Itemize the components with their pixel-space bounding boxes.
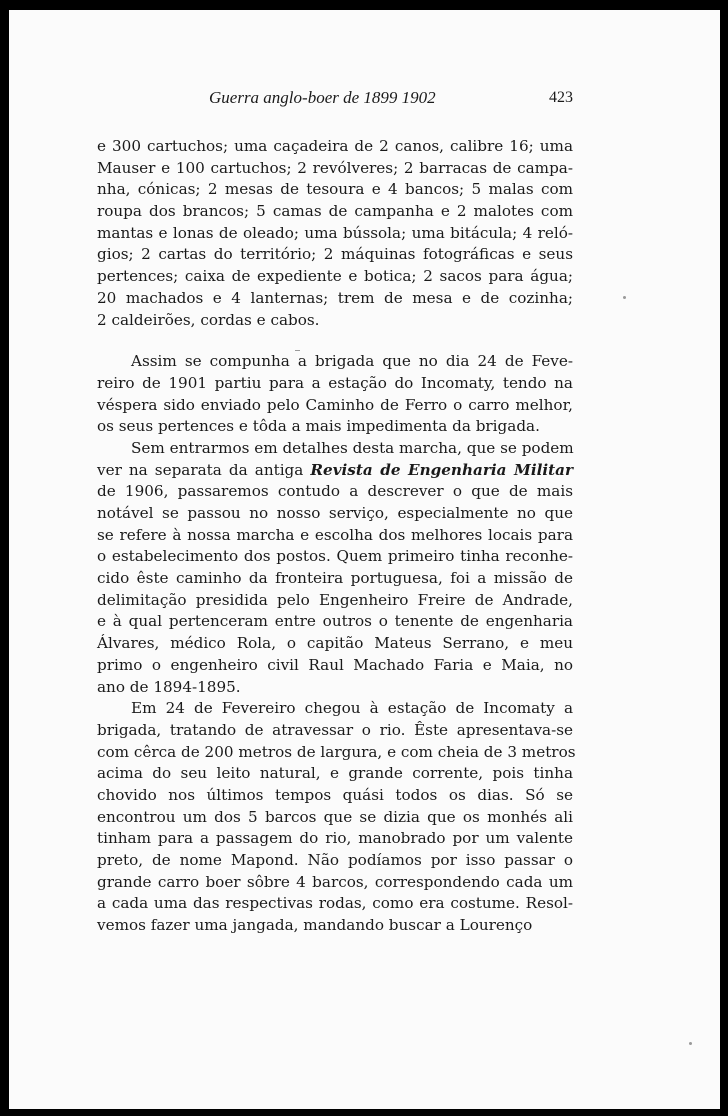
running-title: Guerra anglo-boer de 1899 1902	[209, 88, 436, 107]
text-line: véspera sido enviado pelo Caminho de Ferro o carro melhor,	[97, 395, 573, 414]
scan-speck	[295, 350, 300, 351]
text-line: o estabelecimento dos postos. Quem primeiro tinha reconhe-	[97, 547, 573, 566]
text-line: Mauser e 100 cartuchos; 2 revólveres; 2 barracas de campa-	[97, 158, 573, 177]
text-line: cido êste caminho da fronteira portuguesa, foi a missão de	[97, 569, 573, 588]
text-line: grande carro boer sôbre 4 barcos, correspondendo cada um	[97, 872, 573, 891]
text-line: 2 caldeirões, cordas e cabos.	[97, 310, 320, 329]
text-line: e à qual pertenceram entre outros o tenente de engenharia	[97, 612, 573, 631]
text-line: Em 24 de Fevereiro chegou à estação de Incomaty a	[131, 699, 573, 718]
text-line: gios; 2 cartas do território; 2 máquinas fotográficas e seus	[97, 245, 573, 264]
paragraph	[97, 698, 576, 937]
text-line: Assim se compunha a brigada que no dia 24 de Feve-	[131, 352, 573, 371]
text-line: notável se passou no nosso serviço, especialmente no que	[97, 504, 573, 522]
text-line: acima do seu leito natural, e grande corrente, pois tinha	[97, 764, 573, 783]
text-line: com cêrca de 200 metros de largura, e com cheia de 3 metros	[97, 742, 576, 761]
paragraph-gap	[97, 331, 573, 351]
text-line: Álvares, médico Rola, o capitão Mateus Serrano, e meu	[97, 634, 573, 653]
text-line: delimitação presidida pelo Engenheiro Freire de Andrade,	[97, 590, 573, 609]
text-line: Sem entrarmos em detalhes desta marcha, que se podem	[131, 438, 574, 457]
text-line: pertences; caixa de expediente e botica; 2 sacos para água;	[97, 267, 573, 286]
text-line: primo o engenheiro civil Raul Machado Faria e Maia, no	[97, 655, 573, 674]
text-line: nha, cónicas; 2 mesas de tesoura e 4 bancos; 5 malas com	[97, 180, 573, 199]
text-line: ver na separata da antiga Revista de Engenharia Militar	[97, 460, 573, 479]
text-line: vemos fazer uma jangada, mandando buscar a Lourenço	[97, 916, 533, 935]
scan-speck	[689, 1042, 692, 1045]
paragraph	[97, 136, 573, 331]
text-line: 20 machados e 4 lanternas; trem de mesa e de cozinha;	[97, 288, 573, 307]
text-line: reiro de 1901 partiu para a estação do Incomaty, tendo na	[97, 373, 573, 392]
text-line: e 300 cartuchos; uma caçadeira de 2 canos, calibre 16; uma	[97, 137, 573, 155]
text-line: ano de 1894-1895.	[97, 677, 241, 696]
page-header	[97, 86, 575, 110]
body-text	[97, 136, 576, 937]
text-line: mantas e lonas de oleado; uma bússola; uma bitácula; 4 reló-	[97, 223, 573, 242]
text-line: roupa dos brancos; 5 camas de campanha e 2 malotes com	[97, 202, 573, 221]
text-line: encontrou um dos 5 barcos que se dizia que os monhés ali	[97, 807, 573, 826]
scan-speck	[623, 296, 626, 299]
paragraph	[97, 438, 573, 698]
text-line: se refere à nossa marcha e escolha dos melhores locais para	[97, 525, 573, 544]
text-line: preto, de nome Mapond. Não podíamos por isso passar o	[97, 851, 573, 869]
text-line: os seus pertences e tôda a mais impedimenta da brigada.	[97, 417, 540, 436]
text-line: brigada, tratando de atravessar o rio. Êste apresentava-se	[97, 720, 573, 739]
journal-title: Revista de Engenharia Militar	[310, 460, 573, 479]
page-number: 423	[549, 89, 573, 106]
text-line: de 1906, passaremos contudo a descrever o que de mais	[97, 482, 573, 501]
paragraph	[97, 351, 573, 438]
text-line: chovido nos últimos tempos quási todos os dias. Só se	[97, 785, 573, 804]
text-line: tinham para a passagem do rio, manobrado por um valente	[97, 829, 573, 848]
text-line: a cada uma das respectivas rodas, como era costume. Resol-	[97, 894, 573, 913]
